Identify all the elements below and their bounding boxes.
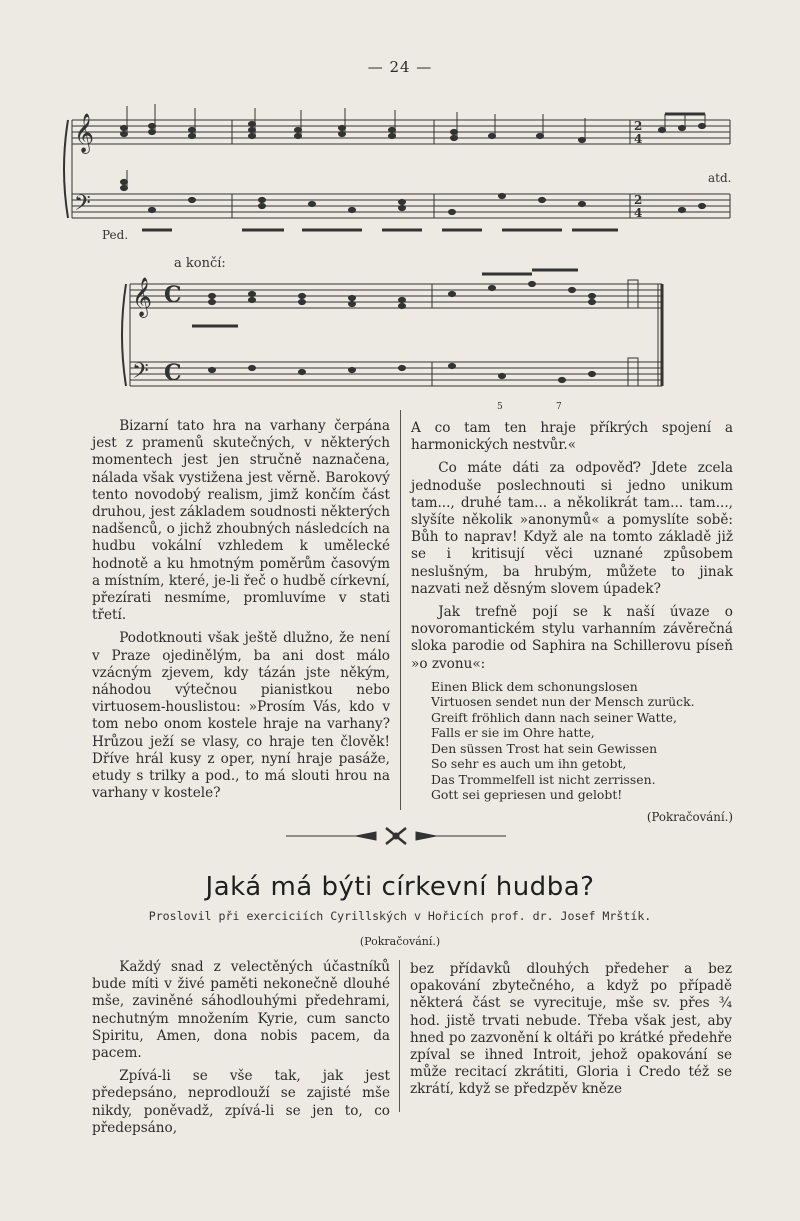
continuation-note: (Pokračování.) [359, 935, 441, 948]
paragraph: bez přídavků dlouhých předeher a bez opakování zbytečného, a když po případě některá část se vyrecituje, mše sv. přes ¾ hod. jistě trvati nebude. Třeba však jest, aby hned po zazvonění k oltáři po krátké předehře zpíval se ihned Introit, jehož opakování se může recitací zkrátiti, Gloria i Credo též se zkrátí, když se předzpěv kněze [410, 961, 732, 1098]
paragraph: Zpívá-li se vše tak, jak jest předepsáno, neprodlouží se zajisté mše nikdy, poněvadž, zpívá-li se jen to, co předepsáno, [92, 1068, 390, 1136]
paragraph: Bizarní tato hra na varhany čerpána jest z pramenů skutečných, v některých momentech jest jen stručně naznačena, nálada však vystižena jest věrně. Barokový tento novodobý realism, jimž končím část druhou, jest základem soudnosti některých nadšenců, o jichž zhoubných následcích na hudbu vokální vzhledem k umělecké hodnotě a ku hmotným poměrům časovým a místním, které, je-li řeč o hudbě církevní, přezírati nesmíme, promluvíme v stati třetí. [92, 418, 390, 624]
article-title: Jaká má býti církevní hudba? [205, 872, 595, 902]
svg-text:𝄢: 𝄢 [74, 191, 91, 221]
svg-text:C: C [164, 282, 182, 308]
article1-left-column [92, 418, 390, 802]
ornament-divider [286, 826, 506, 846]
svg-text:4: 4 [634, 206, 643, 220]
paragraph: Podotknouti však ještě dlužno, že není v Praze ojedinělým, ba ani dost málo vzácným zjevem, kdy tázán jste někým, náhodou výtečnou pianistkou nebo virtuosem-houslistou: »Prosím Vás, kdo v tom nebo onom kostele hraje na varhany? Hrůzou ježí se vlasy, co hraje ten člověk! Dříve hrál kusy z oper, nyní hraje pasáže, etudy s trilky a pod., to má slouti hrou na varhany v kostele? [92, 630, 390, 802]
a-konci-label: a končí: [174, 256, 226, 271]
svg-text:2: 2 [634, 119, 643, 133]
article-subtitle: Proslovil při exerciciích Cyrillských v Hořicích prof. dr. Josef Mrštík. [148, 909, 652, 923]
poem-line: Einen Blick dem schonungslosen [431, 678, 638, 694]
paragraph: A co tam ten hraje příkrých spojení a harmonických nestvůr.« [411, 420, 733, 454]
pedal-marking: Ped. [102, 228, 129, 242]
svg-text:4: 4 [634, 132, 643, 146]
svg-text:𝄞: 𝄞 [132, 277, 153, 317]
paragraph: Co máte dáti za odpověď? Jdete zcela jednoduše poslechnouti si jedno unikum tam..., druhé tam... a několikrát tam... tam..., slyšíte několik »anonymů« a pomyslíte sobě: Bůh to naprav! Když ale na tomto základě již se i kritisují věci uznané způsobem neslušným, ba hrubým, můžete to jinak nazvati než děsným slovem úpadek? [411, 460, 733, 597]
poem-line: Virtuosen sendet nun der Mensch zurück. [431, 694, 695, 710]
poem-line: Das Trommelfell ist nicht zerrissen. [431, 771, 656, 787]
notes-system-1-treble [121, 104, 706, 143]
music-score [62, 100, 742, 415]
poem-line: Greift fröhlich dann nach seiner Watte, [431, 709, 677, 725]
column-divider-bottom [399, 960, 400, 1112]
poem-line: Falls er sie im Ohre hatte, [431, 725, 595, 741]
atd-marking: atd. [708, 171, 732, 185]
staff-bass-2 [130, 362, 662, 386]
article2-left-column [92, 959, 390, 1137]
paragraph: Jak trefně pojí se k naší úvaze o novoromantickém stylu varhanním závěrečná sloka parodie od Saphira na Schillerovu píseň »o zvonu«: [411, 604, 733, 672]
poem-line: Den süssen Trost hat sein Gewissen [431, 740, 658, 756]
notes-system-2 [192, 270, 638, 386]
poem-line: So sehr es auch um ihn getobt, [431, 756, 627, 772]
svg-text:2: 2 [634, 193, 643, 207]
page-number: — 24 — [367, 58, 433, 76]
article2-right-column [410, 961, 732, 1099]
column-divider-top [400, 410, 401, 810]
fingering-7: 7 [556, 402, 562, 412]
paragraph: Každý snad z velectěných účastníků bude míti v živé paměti nekonečně dlouhé mše, zaviněné sáhodlouhými předehrami, nechutným množením Kyrie, cum sancto Spiritu, Amen, dona nobis pacem, da pacem. [92, 959, 390, 1062]
article1-right-column [411, 420, 733, 826]
poem-line: Gott sei gepriesen und gelobt! [431, 787, 623, 803]
svg-text:C: C [164, 360, 182, 386]
svg-text:𝄞: 𝄞 [74, 113, 95, 153]
fingering-5: 5 [497, 402, 503, 412]
staff-treble-1 [72, 120, 730, 144]
continuation-note: (Pokračování.) [646, 809, 733, 824]
poem-stanza [431, 679, 733, 803]
svg-text:𝄢: 𝄢 [132, 359, 149, 389]
